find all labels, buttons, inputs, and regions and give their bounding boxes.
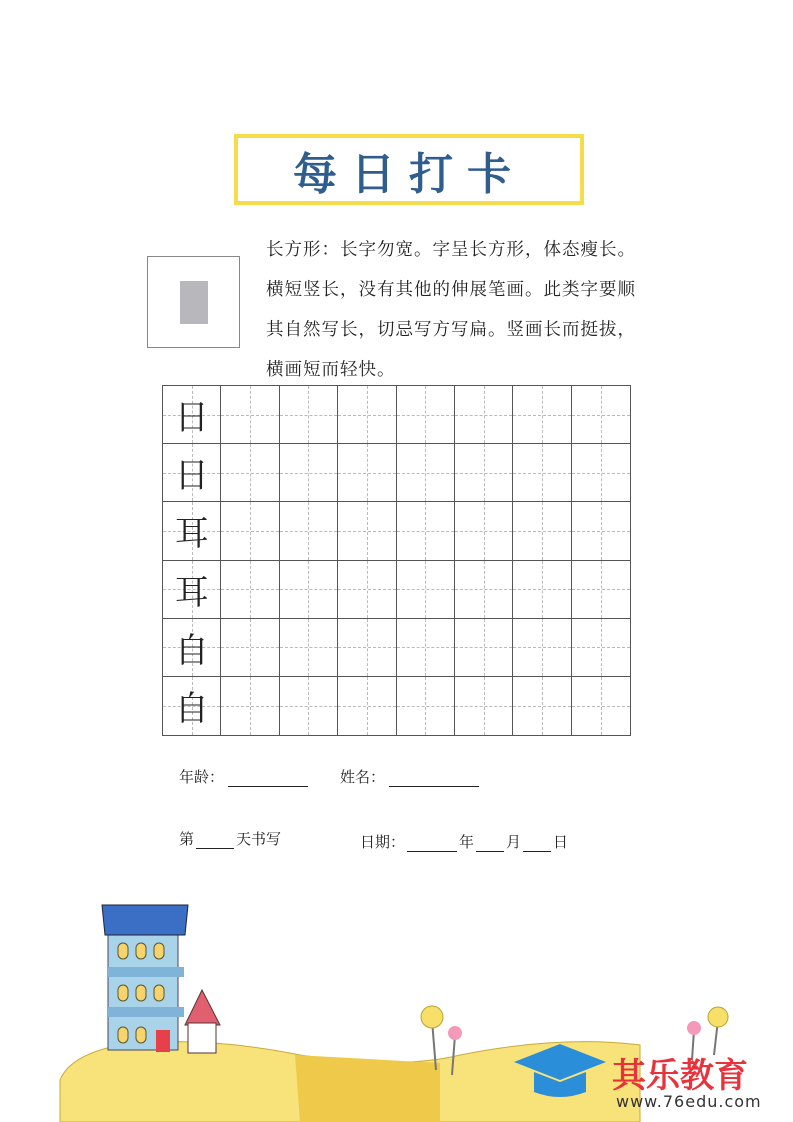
- brand-logo: [512, 1040, 762, 1111]
- grid-cell[interactable]: [221, 386, 279, 444]
- grid-cell[interactable]: [513, 677, 571, 735]
- grid-cell[interactable]: [280, 561, 338, 619]
- rectangle-shape-icon: [180, 281, 208, 324]
- grid-cell[interactable]: [338, 619, 396, 677]
- grid-cell[interactable]: [455, 677, 513, 735]
- age-blank[interactable]: [228, 769, 308, 787]
- grid-cell[interactable]: [280, 386, 338, 444]
- grid-cell[interactable]: [163, 677, 221, 735]
- grid-cell[interactable]: [572, 444, 630, 502]
- month-label: 月: [506, 833, 522, 851]
- name-field: [340, 766, 483, 787]
- grid-cell[interactable]: [572, 677, 630, 735]
- grid-cell[interactable]: [338, 444, 396, 502]
- grid-cell[interactable]: [513, 502, 571, 560]
- grid-cell[interactable]: [572, 386, 630, 444]
- page-title: 每日打卡: [293, 148, 525, 200]
- grid-cell[interactable]: [338, 502, 396, 560]
- age-label: 年龄：: [179, 768, 225, 786]
- practice-char: 自: [174, 630, 209, 671]
- grid-cell[interactable]: [455, 502, 513, 560]
- grid-cell[interactable]: [163, 619, 221, 677]
- grid-cell[interactable]: [572, 619, 630, 677]
- grid-cell[interactable]: [338, 561, 396, 619]
- date-field: [360, 831, 568, 852]
- year-label: 年: [459, 833, 475, 851]
- grid-cell[interactable]: [221, 677, 279, 735]
- shape-sample-box: [147, 256, 240, 348]
- grid-cell[interactable]: [338, 386, 396, 444]
- grid-cell[interactable]: [280, 677, 338, 735]
- grid-cell[interactable]: [280, 502, 338, 560]
- practice-char: 耳: [174, 514, 209, 555]
- grid-cell[interactable]: [221, 444, 279, 502]
- name-blank[interactable]: [389, 769, 479, 787]
- grid-cell[interactable]: [397, 619, 455, 677]
- practice-char: 日: [174, 398, 209, 439]
- grid-cell[interactable]: [397, 386, 455, 444]
- grid-cell[interactable]: [455, 444, 513, 502]
- grid-cell[interactable]: [397, 677, 455, 735]
- grid-cell[interactable]: [397, 502, 455, 560]
- grid-cell[interactable]: [572, 502, 630, 560]
- day-prefix: 第: [179, 830, 195, 848]
- grid-cell[interactable]: [513, 619, 571, 677]
- graduation-cap-icon: [512, 1040, 612, 1100]
- grid-cell[interactable]: [513, 561, 571, 619]
- year-blank[interactable]: [407, 834, 457, 852]
- day-count-field: [179, 828, 281, 849]
- grid-cell[interactable]: [221, 619, 279, 677]
- practice-char: 日: [174, 456, 209, 497]
- grid-cell[interactable]: [455, 561, 513, 619]
- month-blank[interactable]: [476, 834, 504, 852]
- grid-cell[interactable]: [397, 561, 455, 619]
- grid-cell[interactable]: [163, 444, 221, 502]
- day-label: 日: [553, 833, 569, 851]
- grid-cell[interactable]: [455, 386, 513, 444]
- description-text: 长方形：长字勿宽。字呈长方形，体态瘦长。横短竖长，没有其他的伸展笔画。此类字要顺其自然写长，切忌写方写扁。竖画长而挺拔，横画短而轻快。: [266, 240, 636, 380]
- grid-cell[interactable]: [280, 444, 338, 502]
- grid-cell[interactable]: [572, 561, 630, 619]
- day-count-blank[interactable]: [196, 831, 234, 849]
- grid-cell[interactable]: [221, 561, 279, 619]
- grid-cell[interactable]: [221, 502, 279, 560]
- writing-grid: [162, 385, 631, 736]
- grid-cell[interactable]: [163, 502, 221, 560]
- grid-cell[interactable]: [455, 619, 513, 677]
- grid-cell[interactable]: [513, 386, 571, 444]
- title-banner: [234, 134, 584, 205]
- brand-name: 其乐教育: [612, 1056, 748, 1096]
- name-label: 姓名：: [340, 768, 386, 786]
- brand-url: www.76edu.com: [616, 1092, 762, 1111]
- practice-char: 自: [174, 689, 209, 730]
- age-field: [179, 766, 312, 787]
- grid-cell[interactable]: [397, 444, 455, 502]
- grid-cell[interactable]: [163, 386, 221, 444]
- day-suffix: 天书写: [236, 830, 282, 848]
- grid-cell[interactable]: [338, 677, 396, 735]
- grid-cell[interactable]: [280, 619, 338, 677]
- day-blank[interactable]: [523, 834, 551, 852]
- grid-cell[interactable]: [163, 561, 221, 619]
- date-label: 日期：: [360, 833, 406, 851]
- grid-cell[interactable]: [513, 444, 571, 502]
- practice-char: 耳: [174, 572, 209, 613]
